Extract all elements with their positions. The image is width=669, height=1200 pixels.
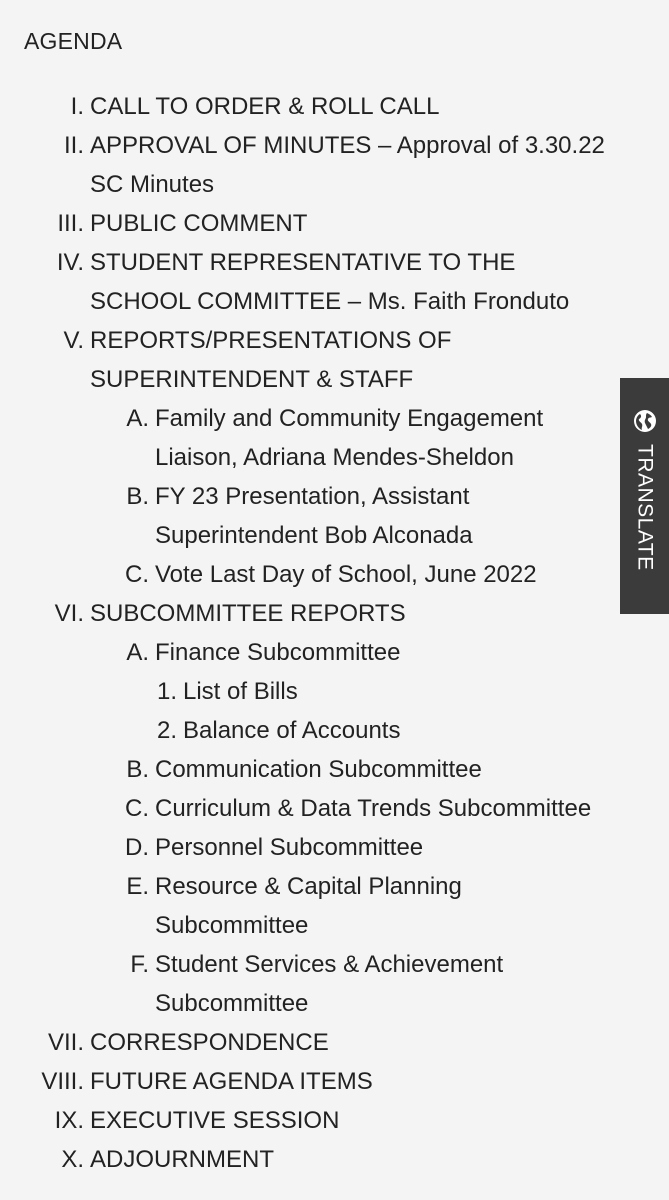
- item-text: CORRESPONDENCE: [90, 1029, 329, 1056]
- item-text: Personnel Subcommittee: [155, 834, 424, 861]
- item-text: Communication Subcommittee: [155, 756, 482, 783]
- agenda-item-v-c: [0, 555, 640, 594]
- item-number: III.: [57, 210, 84, 237]
- agenda-item-ii: [0, 126, 640, 204]
- agenda-item-viii: [0, 1062, 640, 1101]
- item-text: Family and Community Engagement Liaison, Adriana Mendes-Sheldon: [155, 405, 544, 471]
- agenda-item-v-b: [0, 477, 640, 555]
- item-text: Finance Subcommittee: [155, 639, 401, 666]
- item-number: IX.: [54, 1107, 84, 1134]
- item-number: I.: [70, 93, 84, 120]
- item-number: X.: [61, 1146, 84, 1173]
- agenda-item-v: [0, 321, 640, 399]
- item-text: Balance of Accounts: [183, 717, 401, 744]
- agenda-item-vi-a-2: [0, 711, 640, 750]
- agenda-item-vi-a: [0, 633, 640, 672]
- item-text: APPROVAL OF MINUTES – Approval of 3.30.22 SC Minutes: [90, 132, 605, 198]
- item-letter: E.: [126, 873, 149, 900]
- item-text: FY 23 Presentation, Assistant Superintendent Bob Alconada: [155, 483, 473, 549]
- item-text: Student Services & Achievement Subcommittee: [155, 951, 504, 1017]
- item-number: VIII.: [41, 1068, 84, 1095]
- item-number: 2.: [156, 717, 177, 744]
- item-text: STUDENT REPRESENTATIVE TO THE SCHOOL COMMITTEE – Ms. Faith Fronduto: [90, 249, 570, 315]
- item-number: V.: [63, 327, 84, 354]
- item-number: 1.: [156, 678, 177, 705]
- item-text: ADJOURNMENT: [90, 1146, 274, 1173]
- item-text: Resource & Capital Planning Subcommittee: [155, 873, 462, 939]
- item-letter: C.: [125, 561, 149, 588]
- agenda-item-vi-a-1: [0, 672, 640, 711]
- agenda-item-v-a: [0, 399, 640, 477]
- item-letter: C.: [125, 795, 149, 822]
- item-number: VII.: [47, 1029, 84, 1056]
- translate-label: TRANSLATE: [633, 444, 657, 571]
- item-letter: A.: [126, 639, 149, 666]
- agenda-item-vi-d: [0, 828, 640, 867]
- item-text: PUBLIC COMMENT: [90, 210, 308, 237]
- translate-button[interactable]: [620, 378, 669, 614]
- agenda-item-vi-b: [0, 750, 640, 789]
- item-number: II.: [63, 132, 84, 159]
- item-text: Curriculum & Data Trends Subcommittee: [155, 795, 592, 822]
- item-text: EXECUTIVE SESSION: [90, 1107, 340, 1134]
- item-text: SUBCOMMITTEE REPORTS: [90, 600, 406, 627]
- item-letter: B.: [126, 483, 149, 510]
- agenda-list: [0, 87, 640, 1179]
- agenda-item-vi-c: [0, 789, 640, 828]
- agenda-item-iii: [0, 204, 640, 243]
- item-letter: D.: [125, 834, 149, 861]
- item-number: VI.: [54, 600, 84, 627]
- item-number: IV.: [56, 249, 84, 276]
- agenda-item-vii: [0, 1023, 640, 1062]
- agenda-title: AGENDA: [24, 28, 123, 54]
- agenda-item-vi: [0, 594, 640, 633]
- item-letter: A.: [126, 405, 149, 432]
- agenda-item-vi-f: [0, 945, 640, 1023]
- item-text: List of Bills: [183, 678, 298, 705]
- globe-icon: [632, 408, 658, 434]
- agenda-item-vi-e: [0, 867, 640, 945]
- item-text: FUTURE AGENDA ITEMS: [90, 1068, 373, 1095]
- agenda-item-i: [0, 87, 640, 126]
- item-text: Vote Last Day of School, June 2022: [155, 561, 537, 588]
- item-letter: F.: [130, 951, 149, 978]
- item-letter: B.: [126, 756, 149, 783]
- agenda-item-x: [0, 1140, 640, 1179]
- agenda-item-ix: [0, 1101, 640, 1140]
- item-text: REPORTS/PRESENTATIONS OF SUPERINTENDENT & STAFF: [90, 327, 452, 393]
- item-text: CALL TO ORDER & ROLL CALL: [90, 93, 440, 120]
- agenda-item-iv: [0, 243, 640, 321]
